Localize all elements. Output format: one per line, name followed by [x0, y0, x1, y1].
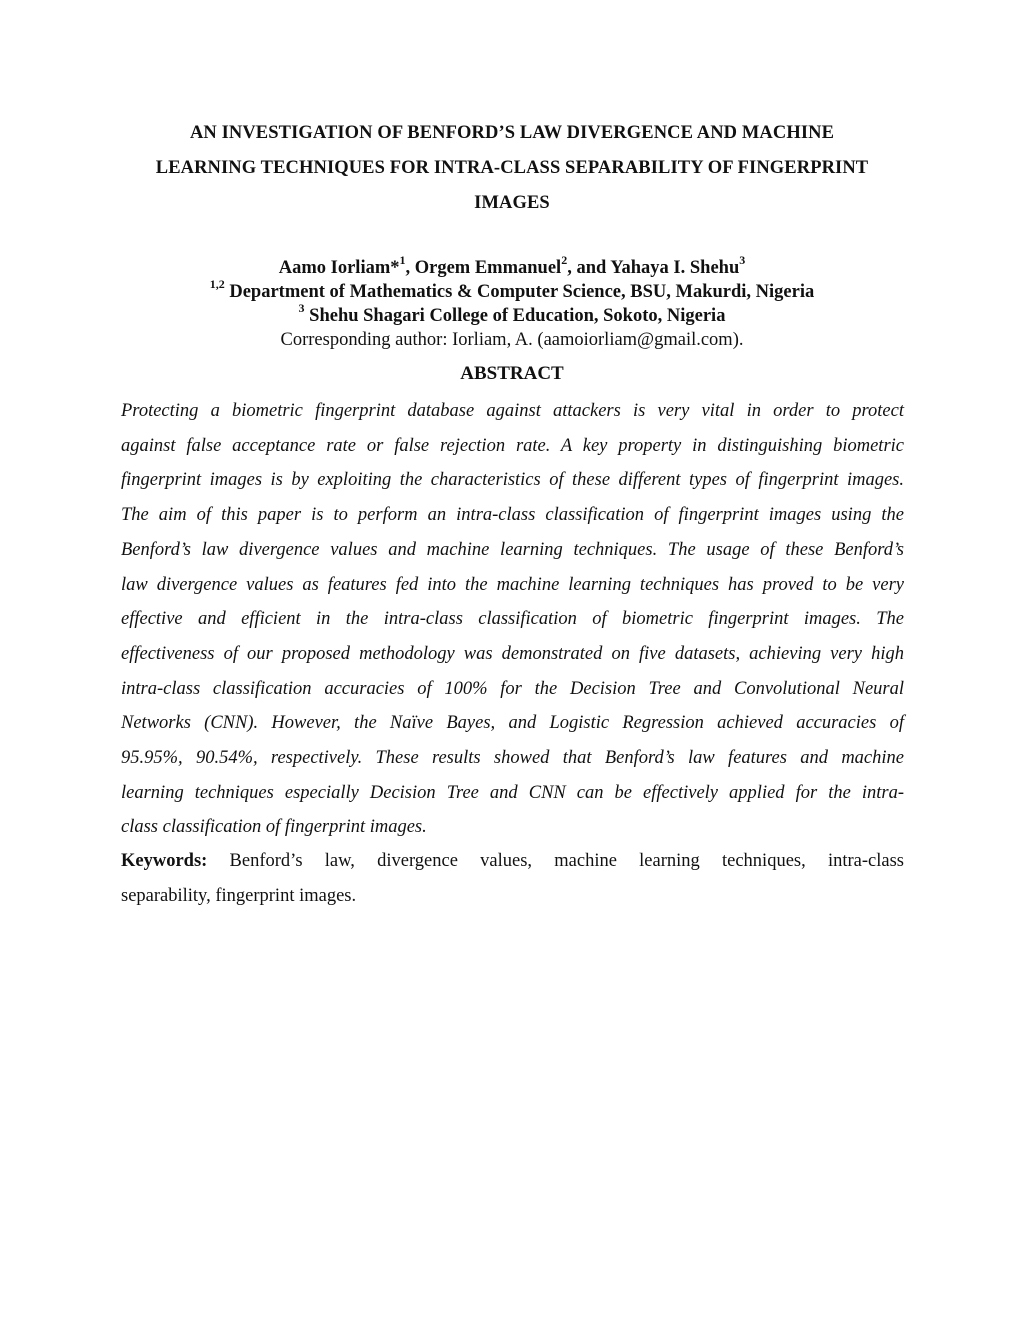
author-3-affil-mark: 3 — [739, 252, 746, 267]
keywords-section — [121, 844, 904, 913]
abstract-line: intra-class classification accuracies of 100% for the Decision Tree and Convolutional Neural — [121, 678, 904, 699]
abstract-line: Benford’s law divergence values and machine learning techniques. The usage of these Benford’s — [121, 539, 904, 560]
keywords-text-1: Benford’s law, divergence values, machine learning techniques, intra-class — [207, 851, 904, 871]
abstract-line: class classification of fingerprint images. — [121, 817, 427, 838]
affiliation-2-text: Shehu Shagari College of Education, Sokoto, Nigeria — [304, 306, 726, 326]
author-3-name: , and Yahaya I. Shehu — [567, 258, 740, 278]
affiliation-2-mark: 3 — [298, 300, 305, 315]
keywords-line-2: separability, fingerprint images. — [121, 885, 357, 906]
abstract-line: against false acceptance rate or false rejection rate. A key property in distinguishing biometric — [121, 435, 904, 456]
author-2-affil-mark: 2 — [561, 252, 568, 267]
abstract-line: fingerprint images is by exploiting the characteristics of these different types of fingerprint images. — [121, 470, 904, 491]
abstract-body — [121, 394, 904, 845]
abstract-heading: ABSTRACT — [460, 363, 564, 384]
affiliation-2 — [100, 300, 924, 328]
affiliation-1-text: Department of Mathematics & Computer Science, BSU, Makurdi, Nigeria — [224, 282, 815, 302]
author-block — [100, 252, 924, 352]
abstract-line: effective and efficient in the intra-class classification of biometric fingerprint images. The — [121, 609, 904, 630]
abstract-line: Networks (CNN). However, the Naïve Bayes, and Logistic Regression achieved accuracies of — [121, 713, 904, 734]
abstract-line: effectiveness of our proposed methodology was demonstrated on five datasets, achieving very high — [121, 643, 904, 664]
title-line-3: IMAGES — [474, 193, 550, 213]
author-1-affil-mark: 1 — [399, 252, 406, 267]
keywords-label: Keywords: — [121, 851, 208, 871]
abstract-line: law divergence values as features fed into the machine learning techniques has proved to be very — [121, 574, 904, 595]
abstract-line: learning techniques especially Decision Tree and CNN can be effectively applied for the intra- — [121, 782, 904, 803]
author-2-name: , Orgem Emmanuel — [405, 258, 562, 278]
title-line-1: AN INVESTIGATION OF BENFORD’S LAW DIVERGENCE AND MACHINE — [189, 123, 835, 143]
author-1-name: Aamo Iorliam* — [278, 258, 400, 278]
corresponding-author: Corresponding author: Iorliam, A. (aamoiorliam@gmail.com). — [280, 330, 744, 350]
title-line-2: LEARNING TECHNIQUES FOR INTRA-CLASS SEPARABILITY OF FINGERPRINT — [155, 158, 869, 178]
keywords-line-1 — [121, 844, 904, 879]
abstract-line: 95.95%, 90.54%, respectively. These results showed that Benford’s law features and machine — [121, 748, 904, 769]
affiliation-1 — [100, 276, 924, 304]
abstract-line: The aim of this paper is to perform an intra-class classification of fingerprint images using the — [121, 505, 904, 526]
paper-title — [100, 116, 924, 221]
affiliation-1-mark: 1,2 — [209, 276, 225, 291]
abstract-line: Protecting a biometric fingerprint database against attackers is very vital in order to protect — [121, 401, 904, 421]
